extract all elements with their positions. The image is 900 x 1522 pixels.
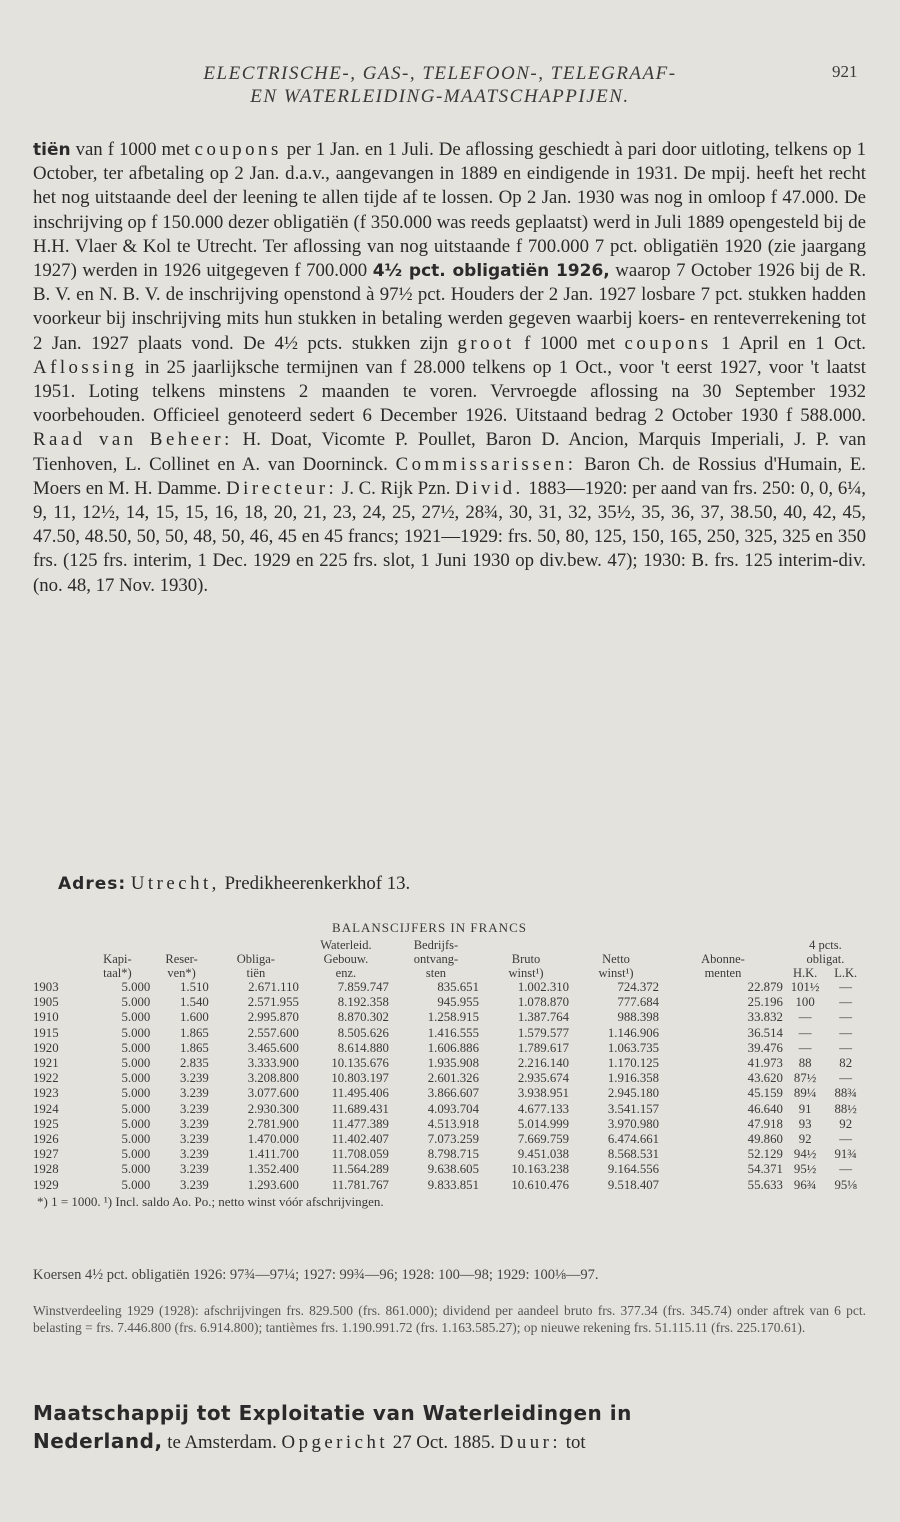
table-cell: 89¼	[793, 1086, 817, 1101]
table-cell: 10.803.197	[331, 1071, 389, 1086]
winstverdeeling-paragraph: Winstverdeeling 1929 (1928): afschrijvingen frs. 829.500 (frs. 861.000); dividend per aandeel bruto frs. 377.34 (frs. 345.74) onder aftrek van 6 pct. belasting = frs. 7.446.800 (frs. 6.914.800); tantièmes frs. 1.190.991.72 (frs. 1.163.585.27); op nieuwe rekening frs. 51.115.11 (frs. 225.170.61).	[33, 1303, 866, 1335]
table-cell: 1.293.600	[247, 1177, 299, 1192]
table-cell: 8.192.358	[337, 995, 389, 1010]
table-row	[33, 1102, 866, 1117]
table-cell: 7.669.759	[517, 1132, 570, 1147]
table-cell: 101½	[790, 980, 820, 994]
keyword-tien: tiën	[33, 140, 71, 160]
table-cell: 88	[798, 1056, 812, 1071]
table-cell: 5.000	[121, 1086, 151, 1101]
table-cell: 22.879	[747, 980, 783, 994]
table-cell: 3.239	[180, 1162, 209, 1177]
address-line	[58, 873, 410, 895]
table-cell: 1.789.617	[517, 1040, 570, 1055]
table-cell: 2.781.900	[247, 1116, 299, 1131]
col-netto-winst: Netto winst¹)	[598, 952, 634, 980]
table-cell: 54.371	[747, 1162, 783, 1177]
table-cell: 5.000	[121, 1116, 151, 1131]
table-cell: 3.866.607	[427, 1086, 479, 1101]
table-cell: 43.620	[747, 1071, 783, 1086]
table-cell: 1920	[33, 1040, 59, 1055]
table-cell: 8.614.880	[337, 1040, 389, 1055]
table-cell: 3.938.951	[517, 1086, 570, 1101]
table-cell: 1.935.908	[427, 1056, 479, 1071]
table-cell: 3.239	[180, 1101, 209, 1116]
table-cell: 1925	[33, 1116, 59, 1131]
table-cell: 11.564.289	[331, 1162, 389, 1177]
main-paragraph	[33, 138, 866, 598]
table-cell: 2.571.955	[247, 995, 299, 1010]
page-number: 921	[832, 62, 858, 81]
col-reserven: Reser- ven*)	[165, 952, 198, 980]
table-cell: 8.870.302	[337, 1010, 389, 1025]
table-cell: 1.170.125	[607, 1056, 660, 1071]
table-cell: 82	[839, 1056, 853, 1071]
col-lk: L.K.	[834, 966, 858, 980]
koersen-line: Koersen 4½ pct. obligatiën 1926: 97¾—97¼; 1927: 99¾—96; 1928: 100—98; 1929: 100⅛—97.	[33, 1267, 599, 1283]
next-company-entry	[33, 1400, 866, 1456]
table-cell: 88¾	[834, 1086, 857, 1101]
text-run: 1 April en 1 Oct.	[711, 332, 866, 354]
balance-table	[33, 938, 866, 1193]
table-cell: 1903	[33, 980, 59, 994]
table-cell: 93	[798, 1116, 812, 1131]
table-row	[33, 1026, 866, 1041]
table-cell: 3.465.600	[247, 1040, 299, 1055]
table-cell: 1926	[33, 1132, 59, 1147]
text-run: tot	[561, 1432, 586, 1453]
table-title: BALANSCIJFERS IN FRANCS	[332, 920, 527, 935]
table-cell: 5.000	[121, 1010, 151, 1025]
table-cell: 8.505.626	[337, 1025, 389, 1040]
table-cell: 25.196	[747, 995, 783, 1010]
table-cell: 95½	[793, 1162, 817, 1177]
table-cell: 1928	[33, 1162, 59, 1177]
spaced-raad-van-beheer: Raad van Beheer:	[33, 429, 233, 451]
table-cell: 8.798.715	[427, 1147, 479, 1162]
table-cell: 3.239	[180, 1086, 209, 1101]
text-run: 1883—1920: per aand van frs. 250: 0, 0, 6¼, 9, 11, 12½, 14, 15, 15, 16, 18, 20, 21, 23, 24, 25, 27½, 28¾, 30, 31, 32, 35½, 35, 36, 37, 38.50, 40, 42, 45, 47.50, 48.50, 50, 50, 48, 50, 46, 45 en 45 francs; 1921—1929: frs. 50, 80, 125, 150, 165, 250, 325, 325 en 350 frs. (125 frs. interim, 1 Dec. 1929 en 225 frs. slot, 1 Juni 1930 op div.bew. 47); 1930: B. frs. 125 interim-div. (no. 48, 17 Nov. 1930).	[33, 477, 866, 596]
table-cell: 5.000	[121, 1056, 151, 1071]
address-street: Predikheerenkerkhof 13.	[219, 873, 411, 894]
col-group-obligaties: 4 pcts. obligat.	[806, 938, 845, 966]
table-cell: 10.163.238	[511, 1162, 570, 1177]
table-cell: 87½	[793, 1071, 817, 1086]
table-cell: —	[839, 980, 853, 994]
table-cell: 1.916.358	[607, 1071, 660, 1086]
table-cell: 39.476	[747, 1040, 783, 1055]
text-run: per 1 Jan. en 1 Juli. De aflossing geschiedt à pari door uitloting, telkens op 1 October, ter afbetaling op 2 Jan. d.a.v., aangevangen in 1889 en eindigende in 1931. De mpij. heeft het recht het nog uitstaande deel der leening te allen tijde af te lossen. Op 2 Jan. 1930 was nog in omloop f 47.000. De inschrijving op f 150.000 dezer obligatiën (f 350.000 was reeds geplaatst) werd in Juli 1889 opengesteld bij de H.H. Vlaer & Kol te Utrecht. Ter aflossing van nog uitstaande f 700.000 7 pct. obligatiën 1920 (zie jaargang 1927) werden in 1926 uitgegeven f 700.000	[33, 139, 866, 282]
table-cell: 3.541.157	[607, 1101, 660, 1116]
table-cell: 777.684	[617, 995, 660, 1010]
table-body	[33, 980, 866, 1193]
table-cell: 91	[798, 1101, 812, 1116]
table-cell: 11.402.407	[331, 1132, 389, 1147]
table-cell: 92	[798, 1132, 812, 1147]
table-cell: 5.000	[121, 1040, 151, 1055]
table-cell: 2.557.600	[247, 1025, 299, 1040]
table-cell: 5.000	[121, 1162, 151, 1177]
table-cell: 1915	[33, 1025, 59, 1040]
table-cell: 1924	[33, 1101, 59, 1116]
table-cell: 3.239	[180, 1071, 209, 1086]
table-cell: 3.333.900	[247, 1056, 299, 1071]
table-cell: 1922	[33, 1071, 59, 1086]
company-name-line-2: Nederland,	[33, 1429, 163, 1453]
table-cell: 11.477.389	[331, 1116, 389, 1131]
table-cell: —	[798, 1025, 812, 1040]
header-line-1: ELECTRISCHE-, GAS-, TELEFOON-, TELEGRAAF-	[203, 63, 677, 84]
table-cell: 36.514	[747, 1025, 783, 1040]
text-run: te Amsterdam.	[162, 1432, 282, 1453]
table-cell: 1.258.915	[427, 1010, 479, 1025]
table-cell: 2.935.674	[517, 1071, 570, 1086]
table-cell: 9.164.556	[607, 1162, 660, 1177]
table-cell: 2.601.326	[427, 1071, 479, 1086]
table-cell: 1923	[33, 1086, 59, 1101]
spaced-coupons-2: coupons	[624, 332, 712, 354]
text-run: J. C. Rijk Pzn.	[337, 477, 456, 499]
table-cell: 1927	[33, 1147, 59, 1162]
table-cell: 724.372	[617, 980, 660, 994]
table-cell: 2.671.110	[248, 980, 299, 994]
table-row	[33, 1086, 866, 1101]
table-cell: 3.239	[180, 1177, 209, 1192]
table-cell: 3.239	[180, 1147, 209, 1162]
table-cell: 1.510	[180, 980, 209, 994]
table-cell: 7.859.747	[337, 980, 389, 994]
table-cell: 1.078.870	[517, 995, 570, 1010]
table-cell: —	[839, 1040, 853, 1055]
col-obligatien: Obliga- tiën	[236, 952, 275, 980]
table-row	[33, 1132, 866, 1147]
spaced-duur: Duur:	[499, 1432, 562, 1453]
text-run: 27 Oct. 1885.	[388, 1432, 500, 1453]
table-cell: 5.000	[121, 980, 151, 994]
table-cell: —	[839, 1010, 853, 1025]
table-cell: 1.352.400	[247, 1162, 299, 1177]
table-row	[33, 1056, 866, 1071]
table-cell: 1.865	[180, 1040, 209, 1055]
table-cell: 1.579.577	[517, 1025, 570, 1040]
text-run: H. Doat, Vicomte P. Poullet, Baron D. Ancion, Marquis Imperiali, J. P. van Tienhoven, L. Collinet en A. van Doorninck.	[33, 429, 866, 475]
col-gebouw: Waterleid. Gebouw. enz.	[320, 938, 372, 980]
table-cell: 11.708.059	[331, 1147, 389, 1162]
company-name-line-1: Maatschappij tot Exploitatie van Waterleidingen in	[33, 1401, 632, 1425]
table-cell: 1910	[33, 1010, 59, 1025]
text-run: in 25 jaarlijksche termijnen van f 28.000 telkens op 1 Oct., voor 't eerst 1927, voor 't laatst 1951. Loting telkens minstens 2 maanden te voren. Vervroegde aflossing na 30 September 1932 voorbehouden. Officieel genoteerd sedert 6 December 1926. Uitstaand bedrag 2 October 1930 f 588.000.	[33, 356, 866, 427]
table-cell: 9.518.407	[607, 1177, 660, 1192]
spaced-aflossing: Aflossing	[33, 356, 138, 378]
table-row	[33, 995, 866, 1010]
table-cell: 10.610.476	[511, 1177, 570, 1192]
spaced-divid: Divid.	[455, 477, 524, 499]
table-cell: 55.633	[747, 1177, 783, 1192]
table-cell: 1.411.700	[248, 1147, 299, 1162]
table-cell: 5.000	[121, 1147, 151, 1162]
table-row	[33, 1178, 866, 1193]
table-cell: 9.451.038	[517, 1147, 570, 1162]
table-cell: 100	[795, 995, 815, 1010]
table-cell: 5.000	[121, 1025, 151, 1040]
col-hk: H.K.	[792, 966, 818, 980]
table-cell: 88½	[834, 1101, 857, 1116]
table-cell: 835.651	[437, 980, 479, 994]
table-cell: 47.918	[747, 1116, 783, 1131]
table-cell: —	[798, 1010, 812, 1025]
balance-table-section	[33, 920, 866, 1210]
table-cell: 3.208.800	[247, 1071, 299, 1086]
table-cell: 9.638.605	[427, 1162, 479, 1177]
table-row	[33, 1041, 866, 1056]
table-cell: —	[839, 1071, 853, 1086]
table-cell: 49.860	[747, 1132, 783, 1147]
col-bruto-winst: Bruto winst¹)	[508, 952, 544, 980]
col-kapitaal: Kapi- taal*)	[103, 952, 132, 980]
table-row	[33, 1162, 866, 1177]
spaced-groot: groot	[457, 332, 515, 354]
running-header	[60, 62, 820, 108]
text-run: Baron Ch. de Rossius d'Humain, E. Moers en M. H. Damme.	[33, 453, 866, 499]
table-cell: 11.781.767	[331, 1177, 389, 1192]
table-cell: 5.014.999	[517, 1116, 570, 1131]
table-cell: 4.513.918	[427, 1116, 479, 1131]
table-cell: 1.387.764	[517, 1010, 570, 1025]
table-cell: —	[839, 1162, 853, 1177]
table-cell: 1.063.735	[607, 1040, 660, 1055]
table-cell: 11.495.406	[331, 1086, 389, 1101]
table-cell: 1.600	[180, 1010, 209, 1025]
table-cell: 5.000	[121, 1101, 151, 1116]
spaced-coupons: coupons	[194, 139, 282, 160]
table-cell: 2.945.180	[607, 1086, 660, 1101]
table-row	[33, 1071, 866, 1086]
table-cell: 5.000	[121, 1071, 151, 1086]
table-cell: 3.077.600	[247, 1086, 299, 1101]
table-cell: 46.640	[747, 1101, 783, 1116]
table-cell: —	[839, 1025, 853, 1040]
address-city: Utrecht,	[130, 873, 220, 894]
table-cell: 1.146.906	[607, 1025, 660, 1040]
table-row	[33, 980, 866, 995]
table-cell: 4.677.133	[517, 1101, 570, 1116]
table-cell: 3.239	[180, 1132, 209, 1147]
col-bedrijfsontvangsten: Bedrijfs- ontvang- sten	[413, 938, 459, 980]
table-cell: 91¾	[834, 1147, 857, 1162]
spaced-opgericht: Opgericht	[281, 1432, 389, 1453]
table-row	[33, 1117, 866, 1132]
text-run: waarop 7 October 1926 bij de R. B. V. en N. B. V. de inschrijving openstond à 97½ pct. Houders der 2 Jan. 1927 losbare 7 pct. stukken hadden voorkeur bij inschrijving mits hun stukken in betaling werden gegeven waarbij koers- en renteverrekening tot 2 Jan. 1927 plaats vond. De 4½ pcts. stukken zijn	[33, 260, 867, 354]
table-cell: —	[839, 1132, 853, 1147]
table-cell: —	[798, 1040, 812, 1055]
col-abonnementen: Abonne- menten	[701, 952, 745, 980]
table-cell: 5.000	[121, 995, 151, 1010]
table-cell: 10.135.676	[331, 1056, 389, 1071]
table-cell: 945.955	[437, 995, 479, 1010]
table-cell: 1.865	[180, 1025, 209, 1040]
table-footnote: *) 1 = 1000. ¹) Incl. saldo Ao. Po.; netto winst vóór afschrijvingen.	[37, 1193, 384, 1209]
table-cell: 94½	[793, 1147, 817, 1162]
table-cell: 3.239	[180, 1116, 209, 1131]
table-cell: 988.398	[617, 1010, 660, 1025]
table-cell: 2.216.140	[517, 1056, 570, 1071]
table-cell: 6.474.661	[607, 1132, 660, 1147]
header-line-2: EN WATERLEIDING-MAATSCHAPPIJEN.	[250, 86, 630, 107]
table-cell: 1905	[33, 995, 59, 1010]
table-cell: 1.470.000	[247, 1132, 299, 1147]
table-row	[33, 1147, 866, 1162]
table-cell: —	[839, 995, 853, 1010]
table-cell: 1929	[33, 1177, 59, 1192]
table-cell: 8.568.531	[607, 1147, 660, 1162]
table-cell: 2.995.870	[247, 1010, 299, 1025]
keyword-obligatien-1926: 4½ pct. obligatiën 1926,	[372, 261, 610, 282]
table-cell: 92	[839, 1116, 853, 1131]
text-run: van f 1000 met	[70, 139, 195, 160]
table-cell: 2.835	[180, 1056, 209, 1071]
table-cell: 11.689.431	[331, 1101, 389, 1116]
table-cell: 1921	[33, 1056, 59, 1071]
table-cell: 95⅛	[834, 1177, 857, 1192]
address-label: Adres:	[58, 874, 127, 894]
table-cell: 5.000	[121, 1177, 151, 1192]
spaced-commissarissen: Commissarissen:	[395, 453, 577, 475]
text-run: f 1000 met	[514, 332, 625, 354]
table-cell: 1.002.310	[517, 980, 570, 994]
table-cell: 1.416.555	[427, 1025, 479, 1040]
table-cell: 9.833.851	[427, 1177, 479, 1192]
table-cell: 5.000	[121, 1132, 151, 1147]
col-year	[33, 938, 83, 980]
table-row	[33, 1010, 866, 1025]
table-cell: 3.970.980	[607, 1116, 660, 1131]
spaced-directeur: Directeur:	[226, 477, 338, 499]
table-cell: 96¾	[793, 1177, 817, 1192]
table-cell: 4.093.704	[427, 1101, 479, 1116]
table-cell: 52.129	[747, 1147, 783, 1162]
table-cell: 1.606.886	[427, 1040, 479, 1055]
table-cell: 41.973	[747, 1056, 783, 1071]
table-cell: 7.073.259	[427, 1132, 479, 1147]
table-cell: 33.832	[747, 1010, 783, 1025]
table-cell: 2.930.300	[247, 1101, 299, 1116]
table-cell: 45.159	[747, 1086, 783, 1101]
table-cell: 1.540	[180, 995, 209, 1010]
